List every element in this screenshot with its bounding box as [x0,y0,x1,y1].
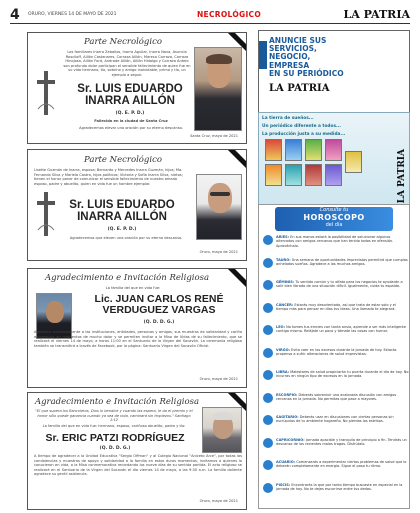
promo-line: La tierra de sueños... [262,116,314,121]
banner-bottom: del día [325,222,343,228]
sign-text [276,393,409,403]
zodiac-icon [263,370,273,380]
horoscope-sign [263,393,409,403]
sign-name: CAPRICORNIO: [276,437,305,442]
deceased-photo [202,407,242,453]
gratitude-invitation-notice-1 [27,268,247,388]
deceased-photo [196,174,242,240]
magazine-cover-image [265,139,282,161]
horoscope-sign [263,483,409,493]
mourning-ribbon-icon [224,149,247,174]
horoscope-sign [263,348,409,358]
rip-abbreviation: (Q. D. D. G.) [143,320,175,325]
notice-text: Lisette Guzmán de Inarra, esposa; Bernardo y Mercedes Inarra Guzmán, hijos; Ma. Fernanda Silva y Mariela Castro, hijos políticos; Victoria y Sofía Inarra Silva, nietos; tienen el honor poner de comunicar el sensible fallecimiento de nuestro amado esposo, padre y abuelito, quien en vida fue un hombre ejemplar. [34,168,183,186]
promo-line: Un periódico diferente a todos... [262,124,341,129]
notice-request: Agradecemos elevar una oración por su eterno descanso. [79,126,183,130]
sign-text [276,370,409,380]
sign-text [276,438,409,448]
horoscope-banner [275,207,393,231]
zodiac-icon [263,258,273,268]
horoscope-sign [263,325,409,335]
sign-name: SAGITARIO: [276,415,299,419]
horoscope-sign [263,280,409,290]
banner-main: HOROSCOPO [303,213,365,222]
horoscope-sign [263,415,409,425]
notice-request: Agradecemos que eleven una oración por su eterno descanso. [69,236,183,240]
sign-name: VIRGO: [276,347,290,352]
page-date: ORURO, VIERNES 14 DE MAYO DE 2021 [28,12,117,17]
notice-signature: Oruro, mayo de 2021 [199,377,238,381]
zodiac-icon [263,438,273,448]
notice-signature: Santa Cruz, mayo de 2021 [190,134,238,138]
deceased-photo [194,47,242,131]
ad-caption-line: EN SU PERIÓDICO [269,68,344,78]
deceased-name: Lic. JUAN CARLOS RENÉ VERDUGUEZ VARGAS [94,293,224,317]
magazine-cover-image [285,139,302,161]
horoscope-panel [258,204,410,509]
zodiac-icon [263,348,273,358]
banner-top: Consulte tu [319,207,349,213]
sign-text [276,483,409,493]
deceased-name: Sr. LUIS EDUARDO INARRA AILLÓN [77,83,183,108]
ad-logo: LA PATRIA [269,83,330,95]
zodiac-icon [263,303,273,313]
horoscope-sign [263,303,409,313]
sign-name: ESCORPIO: [276,392,298,397]
sign-name: CÁNCER: [276,302,294,307]
ad-caption [269,37,409,78]
sign-forecast: En sus manos estará la posibilidad de solucionar algunos altercados con amigos cercanos que han tenido todos en ofensión. Aprovéchalo. [276,235,394,248]
notice-heading: Parte Necrológico [84,155,162,165]
page-number: 4 [10,6,20,23]
notice-text: Agradece profundamente a las instituciones, entidades, personas y amigos, sus muestras de solidaridad y cariño expresadas en momentos de mucho dolor y se permiten invitar a la Misa de Vidas de su fallecimiento, que se realizará el viernes 14 de mayo, a horas 11:00 en el Santuario de la Virgen del Socavón. La ceremonia religiosa también se transmitirá a través de Facebook, por la página: Santuario Virgen del Socavón Oficial. [34,330,242,348]
horoscope-sign [263,370,409,380]
zodiac-icon [263,393,273,403]
sign-text [276,348,409,358]
newspaper-logo: LA PATRIA [343,8,410,21]
sign-forecast: Estarás muy desorientado, así que trata de estar solo y el tiempo más para pensar en días tus ideas. Una llamada te alegrará. [276,302,396,311]
sign-name: LEO: [276,325,285,329]
sign-name: GÉMINIS: [276,280,295,284]
sign-name: ARIES: [276,235,290,239]
sign-name: PISCIS: [276,482,291,487]
ad-caption-line: EMPRESA [269,60,310,70]
notice-signature: Oruro, mayo de 2021 [199,499,238,503]
sign-text [276,303,409,313]
accent-bar [259,41,267,69]
promo-line: La producción justa a su medida... [262,132,346,137]
rip-abbreviation: (Q. D. D. G.) [99,446,131,451]
notice-place: Fallecido en la ciudad de Santa Cruz [94,119,168,123]
ad-caption-line: SERVICIOS, [269,44,317,54]
zodiac-icon [263,325,273,335]
sign-name: TAURO: [276,257,291,262]
notice-heading: Agradecimiento e Invitación Religiosa [34,397,200,407]
magazine-cover-image [325,139,342,161]
promo-vertical-title: LA PATRIA [397,149,407,204]
zodiac-icon [263,235,273,245]
obituary-notice-2 [27,149,247,261]
sign-text [276,235,409,248]
section-title: NECROLÓGICO [196,10,262,19]
sign-forecast: Evita caer en los excesos durante la jornada de hoy. Estarás propenso a sufrir alteraciones de salud imprevistas. [276,347,397,356]
magazine-cover-image [325,164,342,186]
notice-text: Los familiares Inarra Zeballos, Inarra Aguilar, Inarra Nava, Asuncla Rosciloff, Aillón Castanares, Corraza Aillón, Mareco Corraza, Corraza Hinojosa, Aillón Ford, Andrade Aillón, Aillón Hidalgo y Corraza Antelo son profundo dolor participan el sensible fallecimiento de quien fue en su vida hermano, tío, sobrino y amigo inolvidable, primo y tío, un ejemplo a seguir. [63,50,191,77]
sign-forecast: Deberás sobrevivir una acalorada discusión con amigos cercanos en la jornada. No permitas que pase a mayores. [276,392,397,401]
notice-intro: La familia del que en vida fue: hermano, esposo, cariñoso abuelito, padre y tío: [42,424,186,428]
notice-heading: Agradecimiento e Invitación Religiosa [44,273,210,283]
horoscope-sign [263,258,409,268]
sign-text [276,460,409,470]
obituary-notice-1 [27,32,247,144]
sign-forecast: Jornada apacible y tranquila de principio a fin. Tendrás un descanso de los recientes malos tragos. Disfrútalo. [276,437,407,446]
zodiac-icon [263,280,273,290]
sign-name: ACUARIO: [276,460,296,464]
sign-text [276,258,409,268]
magazine-cover-image [285,164,302,186]
sign-text [276,415,409,425]
sign-forecast: Comenzarás a experimentar ciertos problemas de salud que lo deberán completamente en energía. Sigue el paso tu ritmo. [276,460,407,469]
sign-name: LIBRA: [276,370,290,374]
horoscope-sign [263,235,409,248]
ad-caption-line: NEGOCIO, [269,52,311,62]
deceased-name: Sr. ERIC PATZI RODRÍGUEZ [45,432,185,444]
notice-signature: Oruro, mayo de 2021 [199,250,238,254]
notice-heading: Parte Necrológico [84,37,162,47]
mourning-ribbon-icon [224,268,247,293]
sign-forecast: Deberás usar en discusiones con ciertas personas sin escrúpulos de tu ambiente hogareño. No pierdas los estribos. [276,415,394,424]
zodiac-icon [263,460,273,470]
horoscope-sign [263,438,409,448]
ad-caption-line: ANUNCIE SUS [269,36,327,45]
page-header [10,6,410,24]
sign-forecast: No tomes tus errores con tanta ansia, aprende a ser más inteligente contigo mismo. Relájate un poco y tómate las cosas con humor. [276,325,406,334]
sign-forecast: Tu sentido común y tu olfato para los negocios te ayudarán a salir bien librado de una situación difícil. Igualmente, cuida tu espalda. [276,280,403,289]
magazine-cover-image [345,151,362,173]
sign-text [276,325,409,335]
notice-intro: La familia del que en vida fue: [105,286,161,290]
zodiac-icon [263,415,273,425]
horoscope-sign [263,460,409,470]
sign-forecast: Malestares de salud propiciarán tu puerta durante el día de hoy. No incurras en ningún tipo de excesos en la jornada. [276,370,409,379]
gratitude-invitation-notice-2 [27,392,247,510]
magazine-cover-image [265,164,282,186]
sign-text [276,280,409,290]
rip-abbreviation: (Q. E. P. D.) [107,227,137,232]
magazine-cover-image [305,139,322,161]
deceased-name: Sr. LUIS EDUARDO INARRA AILLÓN [69,199,175,224]
zodiac-icon [263,483,273,493]
sign-forecast: Encontrarás la que por tanto tiempo buscaste en especial en la jornada de hoy. No te dejes escurrirse entre tus dedos. [276,482,403,491]
cross-icon [34,190,58,238]
bible-quote: "El que supera los flancoletos, Dios lo bendice y cuando las espera, le da el premio y el honor sólo quede ganancia cuando ya sea de vida, caminará sin tropiezos." Santiago 1:12 [35,409,193,423]
sign-forecast: Una semana de oportunidades imprevistas permitirá que cumplas anhelados sueños. Agradece a los muchos amigos. [276,257,408,266]
cross-icon [34,69,58,117]
notice-text: A tiempo de agradecer a la Unidad Educativa "Sergio Offman" y al Colegio Nacional "Aniceto Arce", por todas las condolencias y muestras de apoyo y solidaridad a la familia en estos duros momentos, invitamos a quienes lo conocieron en vida, a la Misa conmemorativa recordando los nueve días de su sentida partida. El acto religioso se realizará en el Santuario de la Virgen del Socavón el día viernes 14 de mayo, a las 9:30 a.m. La familia doliente agradece su gentil asistencia. [34,454,242,477]
magazine-cover-image [305,164,322,186]
rip-abbreviation: (Q. E. P. D.) [115,111,145,116]
